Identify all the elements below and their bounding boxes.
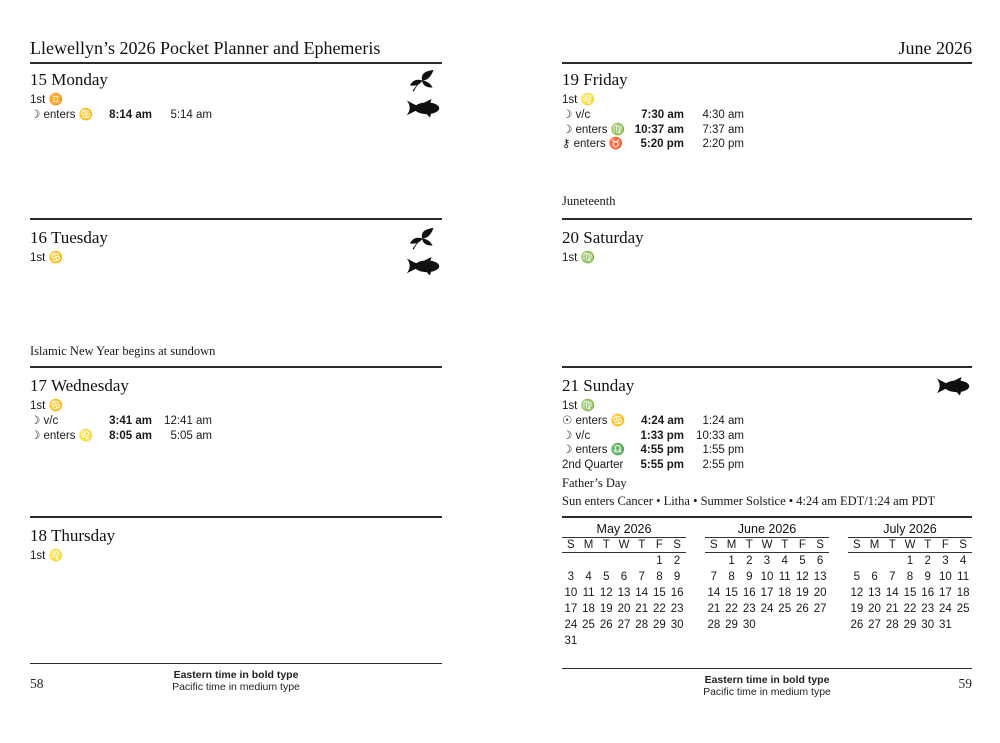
weekday-label: S [959,539,967,551]
day-title: 15 Monday [30,70,108,89]
ephemeris-events [562,108,972,152]
sprig-icon [409,69,437,92]
calendar-day: 9 [673,571,681,583]
day-title: 16 Tuesday [30,228,108,247]
calendar-day: 10 [760,571,774,583]
weekday-label: S [853,539,861,551]
event-et: 5:20 pm [640,138,684,150]
calendar-day: 2 [746,555,753,567]
calendar-day: 27 [868,619,881,631]
calendar-day: 16 [921,587,935,599]
calendar-day: 30 [670,619,684,631]
pacific-time-legend: Pacific time in medium type [703,686,831,698]
event-pt: 1:55 pm [702,444,744,456]
calendar-day: 7 [710,571,718,583]
fish-icon [406,255,440,276]
moon-phase-sign-note: 1st ♊ [30,94,63,106]
calendar-day: 3 [942,555,949,567]
mini-calendar-week-row [562,553,686,569]
mini-calendar-june [705,518,829,670]
mini-calendar-title: July 2026 [848,518,972,538]
weekday-label: M [726,539,737,551]
event-label: ☽ v/c [30,415,59,427]
calendar-day: 12 [850,587,864,599]
holiday-note [30,342,442,360]
calendar-day: 5 [603,571,610,583]
calendar-day: 5 [853,571,861,583]
calendar-day: 25 [778,603,792,615]
event-pt: 7:37 am [702,123,744,136]
event-pt: 4:30 am [702,109,744,121]
calendar-day: 21 [707,603,721,615]
calendar-day: 7 [889,571,896,583]
event-pt: 5:05 am [170,429,212,442]
event-et: 3:41 am [109,415,152,427]
time-zone-legend [562,668,972,698]
weekday-label: T [745,539,753,551]
event-label: ☽ v/c [562,429,591,442]
fish-icon [406,97,440,118]
calendar-day: 22 [903,603,917,615]
event-pt: 1:24 am [702,415,744,427]
mini-calendar-weekday-header [705,538,829,553]
calendar-day: 19 [599,603,613,615]
calendar-day: 27 [813,603,827,615]
calendar-day: 29 [653,619,666,631]
calendar-day: 25 [582,619,595,631]
holiday-line: Islamic New Year begins at sundown [30,344,216,358]
weekday-label: T [888,539,896,551]
event-et: 8:14 am [109,109,152,121]
calendar-day: 4 [959,555,967,567]
event-et: 5:55 pm [640,458,684,471]
calendar-day: 19 [850,603,864,615]
calendar-day: 4 [585,571,592,583]
calendar-day: 18 [582,603,595,615]
mini-calendar-week-row [848,585,972,601]
calendar-day: 14 [885,587,899,599]
day-title: 19 Friday [562,70,628,89]
ephemeris-event-row [30,414,442,429]
calendar-day: 17 [939,587,952,599]
ephemeris-event-row [562,137,972,152]
calendar-day: 2 [673,555,681,567]
moon-phase-sign-note: 1st ♌ [30,550,63,562]
event-label: ☽ v/c [562,109,591,121]
calendar-day: 29 [903,619,917,631]
calendar-day: 23 [921,603,935,615]
ephemeris-event-row [562,108,972,123]
calendar-day: 14 [635,587,649,599]
calendar-day: 11 [957,571,970,583]
eastern-time-legend: Eastern time in bold type [173,669,299,681]
calendar-day [615,633,633,649]
day-activity-icons [936,375,970,396]
page-number: 58 [30,676,44,691]
calendar-day [615,553,633,569]
calendar-day: 1 [906,555,914,567]
weekday-label: S [816,539,824,551]
calendar-day [580,553,598,569]
mini-calendar-week-row [705,553,829,569]
calendar-day: 21 [885,603,899,615]
calendar-day [633,553,651,569]
event-et: 1:33 pm [640,429,684,442]
event-et: 7:30 am [641,109,684,121]
calendar-day: 13 [813,571,827,583]
day-entry-21-sunday [562,366,972,518]
mini-calendar-strip [562,516,972,670]
calendar-day [848,553,866,569]
event-label: ☽ enters ♎ [562,444,625,456]
calendar-day [580,633,598,649]
pacific-time-legend: Pacific time in medium type [172,681,300,693]
moon-phase-sign-note: 1st ♍ [562,400,595,412]
calendar-day: 28 [635,619,649,631]
calendar-day: 15 [903,587,917,599]
day-entry-17-wednesday [30,366,442,518]
weekday-label: S [673,539,681,551]
weekday-label: W [761,539,773,551]
calendar-day: 22 [653,603,666,615]
ephemeris-events [30,108,442,123]
calendar-day [794,617,812,633]
weekday-label: F [655,539,663,551]
calendar-day: 30 [921,619,935,631]
day-entry-19-friday [562,62,972,218]
mini-calendar-week-row [562,569,686,585]
calendar-day: 20 [617,603,631,615]
time-zone-legend [30,663,442,693]
mini-calendar-week-row [848,617,972,633]
calendar-day [866,553,884,569]
event-pt: 12:41 am [164,415,212,427]
moon-phase-sign-note: 1st ♍ [562,252,595,264]
holiday-note [562,192,972,210]
calendar-day: 9 [746,571,753,583]
event-et: 10:37 am [634,123,684,136]
mini-calendar-weekday-header [848,538,972,553]
calendar-day: 10 [939,571,952,583]
mini-calendar-title: June 2026 [705,518,829,538]
calendar-day [651,633,669,649]
event-pt: 2:55 pm [702,458,744,471]
weekday-label: F [941,539,949,551]
day-entry-18-thursday [30,516,442,665]
calendar-day: 24 [760,603,774,615]
moon-phase-sign-note: 1st ♋ [30,252,63,264]
weekday-label: T [781,539,789,551]
calendar-day: 28 [707,619,721,631]
sprig-icon [409,227,437,250]
calendar-day: 19 [796,587,809,599]
ephemeris-event-row [562,443,972,458]
calendar-day: 16 [742,587,756,599]
calendar-day [811,617,829,633]
calendar-day [597,633,615,649]
mini-calendar-week-row [705,585,829,601]
calendar-day: 3 [567,571,575,583]
ephemeris-event-row [30,429,442,444]
day-entry-15-monday [30,62,442,218]
calendar-day: 27 [617,619,631,631]
day-activity-icons [406,69,440,118]
ephemeris-event-row [562,429,972,444]
weekday-label: M [869,539,880,551]
calendar-day [883,553,901,569]
ephemeris-event-row [562,414,972,429]
event-label: ⚷ enters ♉ [562,138,624,150]
event-label: ☽ enters ♌ [30,429,93,442]
ephemeris-event-row [562,458,972,473]
calendar-day: 23 [742,603,756,615]
day-title: 17 Wednesday [30,376,129,395]
event-et: 8:05 am [109,429,152,442]
day-title: 20 Saturday [562,228,644,247]
event-pt: 5:14 am [170,109,212,121]
calendar-day: 12 [599,587,613,599]
mini-calendar-weekday-header [562,538,686,553]
calendar-day: 23 [670,603,684,615]
calendar-day: 29 [725,619,738,631]
calendar-day: 26 [599,619,613,631]
day-entry-16-tuesday [30,218,442,368]
mini-calendar-week-row [562,585,686,601]
calendar-day: 6 [871,571,878,583]
calendar-day: 9 [924,571,931,583]
calendar-day: 15 [653,587,666,599]
calendar-day: 11 [778,571,791,583]
month-header [562,38,972,64]
calendar-day: 17 [564,603,578,615]
calendar-day: 3 [763,555,771,567]
calendar-day: 1 [728,555,735,567]
calendar-day [705,553,723,569]
event-et: 4:55 pm [640,444,684,456]
eastern-time-legend: Eastern time in bold type [704,674,830,686]
mini-calendar-may [562,518,686,670]
book-title: Llewellyn’s 2026 Pocket Planner and Ephemeris [30,38,381,58]
mini-calendar-week-row [848,601,972,617]
calendar-day: 8 [728,571,735,583]
weekday-label: M [583,539,594,551]
calendar-day: 14 [707,587,721,599]
ephemeris-event-row [30,108,442,123]
calendar-day [758,617,776,633]
weekday-label: T [924,539,932,551]
fish-icon [936,375,970,396]
mini-calendar-title: May 2026 [562,518,686,538]
calendar-day: 25 [956,603,970,615]
calendar-day: 26 [796,603,809,615]
calendar-day: 21 [635,603,649,615]
calendar-day: 6 [816,555,824,567]
calendar-day: 8 [906,571,914,583]
calendar-day: 17 [760,587,774,599]
calendar-day: 16 [670,587,684,599]
calendar-day: 11 [582,587,595,599]
event-label: ☉ enters ♋ [562,415,625,427]
mini-calendar-week-row [705,617,829,633]
mini-calendar-week-row [848,569,972,585]
calendar-day: 6 [620,571,628,583]
calendar-day: 1 [656,555,663,567]
calendar-day: 24 [564,619,578,631]
calendar-day: 31 [564,635,578,647]
ephemeris-event-row [562,123,972,138]
calendar-day: 18 [778,587,792,599]
calendar-day: 18 [956,587,970,599]
mini-calendar-week-row [562,617,686,633]
page-left [30,0,442,743]
event-label: 2nd Quarter [562,458,624,471]
mini-calendar-week-row [562,633,686,649]
calendar-day: 12 [796,571,809,583]
calendar-day: 31 [939,619,952,631]
mini-calendar-week-row [848,553,972,569]
month-title: June 2026 [898,38,972,58]
weekday-label: W [904,539,916,551]
calendar-day: 10 [564,587,578,599]
calendar-day: 24 [939,603,952,615]
calendar-day: 20 [868,603,881,615]
holiday-line: Father’s Day [562,476,627,490]
calendar-day: 26 [850,619,864,631]
mini-calendar-week-row [562,601,686,617]
calendar-day [562,553,580,569]
moon-phase-sign-note: 1st ♌ [562,94,595,106]
event-pt: 10:33 am [696,429,744,442]
calendar-day: 13 [868,587,881,599]
ephemeris-events [30,414,442,443]
weekday-label: T [602,539,610,551]
solstice-line: Sun enters Cancer • Litha • Summer Solstice • 4:24 am EDT/1:24 am PDT [562,494,936,508]
day-title: 18 Thursday [30,526,116,545]
event-label: ☽ enters ♍ [562,123,625,136]
event-pt: 2:20 pm [702,138,744,150]
day-activity-icons [406,227,440,276]
mini-calendar-week-row [705,569,829,585]
calendar-day [954,617,972,633]
day-entry-20-saturday [562,218,972,368]
calendar-day: 5 [799,555,806,567]
calendar-day: 28 [885,619,899,631]
calendar-day: 2 [924,555,931,567]
weekday-label: F [798,539,806,551]
mini-calendar-week-row [705,601,829,617]
event-et: 4:24 am [641,415,684,427]
weekday-label: S [567,539,575,551]
calendar-day [668,633,686,649]
calendar-day: 13 [617,587,631,599]
calendar-day: 7 [638,571,645,583]
calendar-day: 20 [813,587,827,599]
mini-calendar-july [848,518,972,670]
weekday-label: S [710,539,718,551]
ephemeris-events [562,414,972,472]
calendar-day [776,617,794,633]
calendar-day [633,633,651,649]
weekday-label: T [638,539,646,551]
day-title: 21 Sunday [562,376,635,395]
moon-phase-sign-note: 1st ♋ [30,400,63,412]
page-number: 59 [958,676,972,691]
calendar-day: 15 [725,587,738,599]
calendar-day: 30 [742,619,756,631]
book-title-header [30,38,442,64]
holiday-line: Juneteenth [562,194,616,208]
page-right [562,0,972,743]
holiday-note [562,474,972,510]
calendar-day: 22 [725,603,738,615]
calendar-day [597,553,615,569]
event-label: ☽ enters ♋ [30,109,93,121]
calendar-day: 8 [656,571,663,583]
calendar-day: 4 [781,555,788,567]
weekday-label: W [618,539,630,551]
